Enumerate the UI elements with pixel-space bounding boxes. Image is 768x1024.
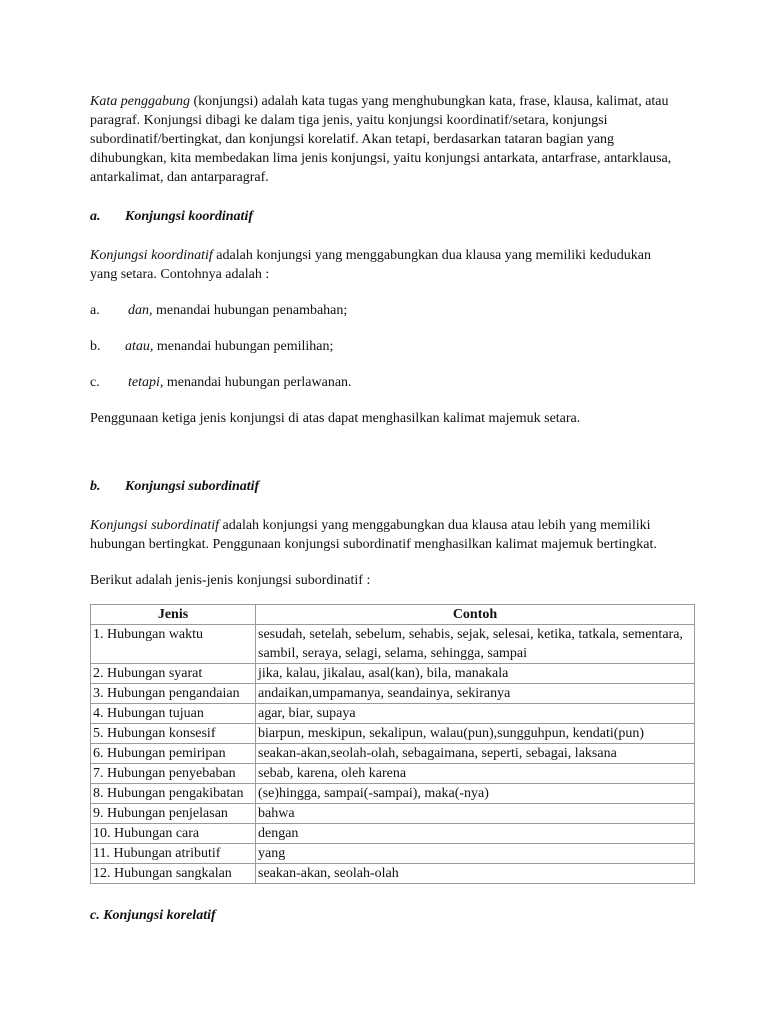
section-a-def-text: adalah konjungsi yang menggabungkan dua klausa yang memiliki kedudukan yang setara. Contohnya adalah :: [90, 248, 651, 282]
table-cell-jenis: 3. Hubungan pengandaian: [91, 684, 256, 704]
table-row: [91, 784, 695, 804]
section-b-definition: [90, 516, 680, 554]
section-b-lead: Berikut adalah jenis-jenis konjungsi subordinatif :: [90, 573, 371, 588]
table-row: [91, 664, 695, 684]
list-item: [90, 337, 680, 356]
section-a-letter: a.: [90, 209, 101, 224]
table-cell-contoh: seakan-akan, seolah-olah: [256, 864, 695, 884]
section-a-closing: Penggunaan ketiga jenis konjungsi di atas dapat menghasilkan kalimat majemuk setara.: [90, 411, 581, 426]
table-header-row: [91, 605, 695, 625]
spacer: [90, 445, 680, 477]
list-item-text: menandai hubungan pemilihan;: [153, 339, 334, 354]
section-a-definition: [90, 246, 680, 284]
list-item-letter: a.: [90, 303, 100, 318]
table-cell-jenis: 12. Hubungan sangkalan: [91, 864, 256, 884]
list-item-letter: b.: [90, 339, 101, 354]
table-cell-jenis: 10. Hubungan cara: [91, 824, 256, 844]
table-cell-contoh: (se)hingga, sampai(-sampai), maka(-nya): [256, 784, 695, 804]
section-b-letter: b.: [90, 479, 101, 494]
table-row: [91, 684, 695, 704]
intro-paragraph: [90, 92, 680, 187]
table-cell-contoh: jika, kalau, jikalau, asal(kan), bila, manakala: [256, 664, 695, 684]
section-c-heading: c. Konjungsi korelatif: [90, 908, 216, 923]
section-a-title: Konjungsi koordinatif: [125, 209, 253, 224]
section-b-def-text: adalah konjungsi yang menggabungkan dua klausa atau lebih yang memiliki hubungan bertingkat. Penggunaan konjungsi subordinatif menghasilkan kalimat majemuk bertingkat.: [90, 518, 657, 552]
table-cell-contoh: sebab, karena, oleh karena: [256, 764, 695, 784]
list-item-word: tetapi,: [128, 375, 164, 390]
table-row: [91, 804, 695, 824]
table-cell-jenis: 5. Hubungan konsesif: [91, 724, 256, 744]
list-item-word: atau,: [125, 339, 154, 354]
table-cell-jenis: 8. Hubungan pengakibatan: [91, 784, 256, 804]
list-item-text: menandai hubungan penambahan;: [152, 303, 348, 318]
section-a-def-term: Konjungsi koordinatif: [90, 248, 213, 263]
section-a-heading: [90, 207, 680, 226]
table-cell-jenis: 6. Hubungan pemiripan: [91, 744, 256, 764]
table-row: [91, 864, 695, 884]
table-row: [91, 625, 695, 664]
table-cell-contoh: bahwa: [256, 804, 695, 824]
table-cell-contoh: dengan: [256, 824, 695, 844]
table-row: [91, 844, 695, 864]
table-header-contoh: Contoh: [256, 605, 695, 625]
table-cell-contoh: yang: [256, 844, 695, 864]
document-body: [90, 92, 683, 945]
table-cell-jenis: 7. Hubungan penyebaban: [91, 764, 256, 784]
table-cell-jenis: 1. Hubungan waktu: [91, 625, 256, 664]
table-cell-contoh: seakan-akan,seolah-olah, sebagaimana, seperti, sebagai, laksana: [256, 744, 695, 764]
table-cell-jenis: 4. Hubungan tujuan: [91, 704, 256, 724]
list-item-word: dan,: [128, 303, 153, 318]
section-b-title: Konjungsi subordinatif: [125, 479, 260, 494]
section-b-def-term: Konjungsi subordinatif: [90, 518, 220, 533]
list-item-letter: c.: [90, 375, 100, 390]
intro-term: Kata penggabung: [90, 94, 190, 109]
table-cell-contoh: andaikan,umpamanya, seandainya, sekiranya: [256, 684, 695, 704]
table-row: [91, 704, 695, 724]
table-row: [91, 764, 695, 784]
table-row: [91, 724, 695, 744]
table-cell-contoh: biarpun, meskipun, sekalipun, walau(pun),sungguhpun, kendati(pun): [256, 724, 695, 744]
table-cell-jenis: 11. Hubungan atributif: [91, 844, 256, 864]
list-item: [90, 373, 680, 392]
list-item: [90, 301, 680, 320]
table-cell-contoh: sesudah, setelah, sebelum, sehabis, sejak, selesai, ketika, tatkala, sementara, sambil, seraya, selagi, selama, sehingga, sampai: [256, 625, 695, 664]
table-row: [91, 824, 695, 844]
conjunction-table: [90, 604, 695, 884]
table-cell-jenis: 9. Hubungan penjelasan: [91, 804, 256, 824]
section-b-heading: [90, 477, 680, 496]
table-header-jenis: Jenis: [91, 605, 256, 625]
table-cell-contoh: agar, biar, supaya: [256, 704, 695, 724]
list-item-text: menandai hubungan perlawanan.: [163, 375, 352, 390]
table-cell-jenis: 2. Hubungan syarat: [91, 664, 256, 684]
table-row: [91, 744, 695, 764]
intro-text: (konjungsi) adalah kata tugas yang menghubungkan kata, frase, klausa, kalimat, atau paragraf. Konjungsi dibagi ke dalam tiga jenis, yaitu konjungsi koordinatif/setara, konjungsi subordinatif/bertingkat, dan konjungsi korelatif. Akan tetapi, berdasarkan tataran bagian yang dihubungkan, kita membedakan lima jenis konjungsi, yaitu konjungsi antarkata, antarfrase, antarklausa, antarkalimat, dan antarparagraf.: [90, 94, 672, 185]
